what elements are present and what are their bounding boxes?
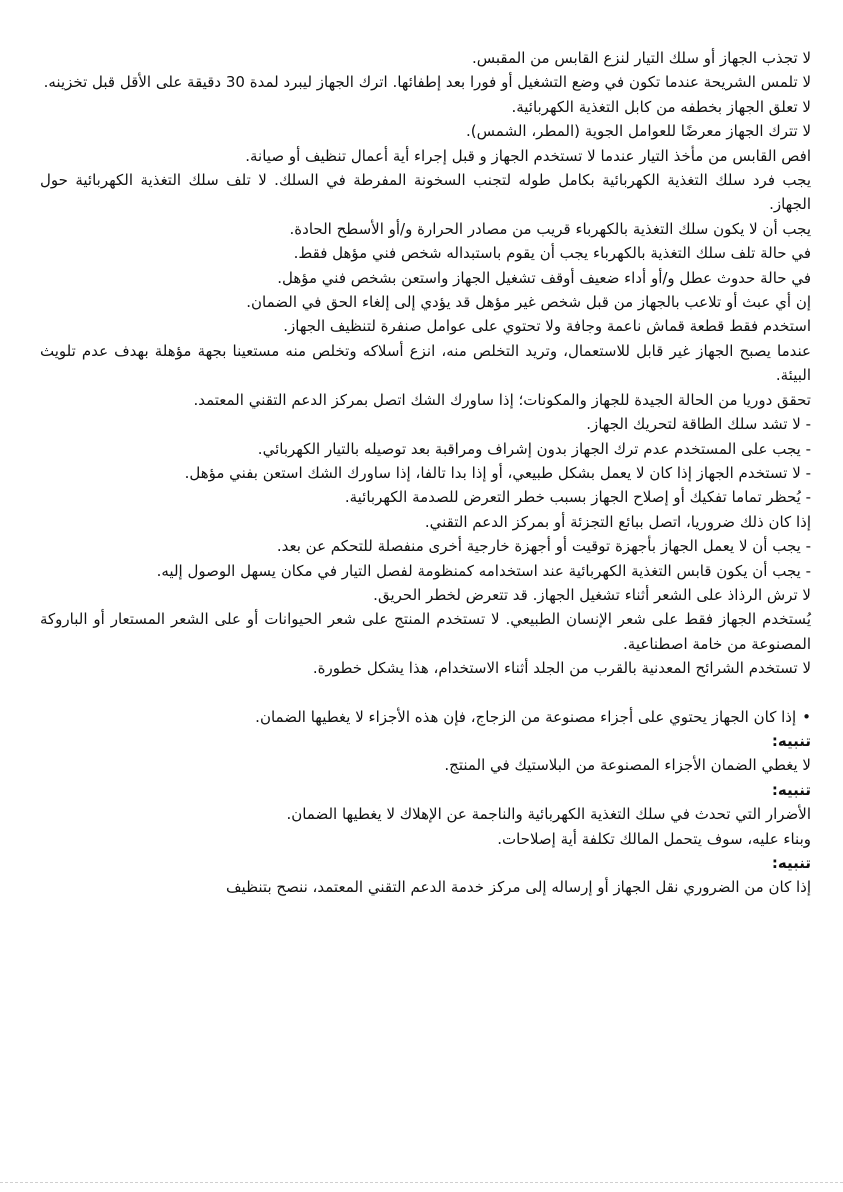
note-heading: تنبيه:: [771, 731, 811, 750]
paragraph: إذا كان ذلك ضروريا، اتصل ببائع التجزئة أو بمركز الدعم التقني.: [424, 512, 811, 531]
paragraph: - يجب أن لا يعمل الجهاز بأجهزة توقيت أو أجهزة خارجية أخرى منفصلة للتحكم عن بعد.: [276, 537, 811, 556]
note-heading: تنبيه:: [771, 780, 811, 799]
paragraph: - يجب أن يكون قابس التغذية الكهربائية عند استخدامه كمنظومة لفصل التيار في مكان يسهل الوصول إليه.: [156, 561, 811, 580]
paragraph: لا تعلق الجهاز بخطفه من كابل التغذية الكهربائية.: [511, 97, 811, 116]
paragraph: افص القابس من مأخذ التيار عندما لا تستخدم الجهاز و قبل إجراء أية أعمال تنظيف أو صيانة.: [245, 146, 811, 165]
paragraph: في حالة تلف سلك التغذية بالكهرباء يجب أن يقوم باستبداله شخص فني مؤهل فقط.: [293, 244, 811, 263]
paragraph: لا تستخدم الشرائح المعدنية بالقرب من الجلد أثناء الاستخدام، هذا يشكل خطورة.: [312, 659, 811, 678]
paragraph: يجب فرد سلك التغذية الكهربائية بكامل طوله لتجنب السخونة المفرطة في السلك. لا تلف سلك التغذية الكهربائية حول الجهاز.: [40, 171, 811, 214]
note-text: إذا كان من الضروري نقل الجهاز أو إرساله إلى مركز خدمة الدعم التقني المعتمد، ننصح بتنظيف: [226, 878, 811, 897]
paragraph: لا تترك الجهاز معرضًا للعوامل الجوية (المطر، الشمس).: [466, 122, 811, 141]
page-bottom-divider: [0, 1182, 843, 1183]
paragraph: إن أي عبث أو تلاعب بالجهاز من قبل شخص غير مؤهل قد يؤدي إلى إلغاء الحق في الضمان.: [246, 293, 811, 312]
paragraph: - لا تستخدم الجهاز إذا كان لا يعمل بشكل طبيعي، أو إذا بدا تالفا، إذا ساورك الشك استعن بفني مؤهل.: [184, 463, 811, 482]
paragraph: - يجب على المستخدم عدم ترك الجهاز بدون إشراف ومراقبة بعد توصيله بالتيار الكهربائي.: [257, 439, 811, 458]
note-heading: تنبيه:: [771, 854, 811, 872]
paragraph: لا ترش الرذاذ على الشعر أثناء تشغيل الجهاز. قد تتعرض لخطر الحريق.: [373, 585, 811, 604]
paragraph: - لا تشد سلك الطاقة لتحريك الجهاز.: [586, 415, 811, 434]
note-text: لا يغطي الضمان الأجزاء المصنوعة من البلاستيك في المنتج.: [444, 756, 811, 775]
paragraph: عندما يصبح الجهاز غير قابل للاستعمال، وتريد التخلص منه، انزع أسلاكه وتخلص منه مستعينا بجهة مؤهلة بهدف عدم تلويث البيئة.: [40, 341, 811, 385]
bullet-icon: •: [802, 707, 811, 726]
bullet-text: إذا كان الجهاز يحتوي على أجزاء مصنوعة من الزجاج، فإن هذه الأجزاء لا يغطيها الضمان.: [255, 707, 797, 726]
paragraph: لا تلمس الشريحة عندما تكون في وضع التشغيل أو فورا بعد إطفائها. اترك الجهاز ليبرد لمدة 30 دقيقة على الأقل قبل تخزينه.: [43, 73, 811, 92]
blank-line: [40, 681, 811, 705]
note-text: الأضرار التي تحدث في سلك التغذية الكهربائية والناجمة عن الإهلاك لا يغطيها الضمان.: [286, 805, 811, 824]
document-body: [40, 46, 811, 900]
paragraph: لا تجذب الجهاز أو سلك التيار لنزع القابس من المقبس.: [471, 49, 811, 67]
paragraph: - يُحظر تماما تفكيك أو إصلاح الجهاز بسبب خطر التعرض للصدمة الكهربائية.: [344, 488, 811, 507]
paragraph: يُستخدم الجهاز فقط على شعر الإنسان الطبيعي. لا تستخدم المنتج على شعر الحيوانات أو على الشعر المستعار أو الباروكة المصنوعة من خامة اصطناعية.: [40, 610, 811, 653]
paragraph: استخدم فقط قطعة قماش ناعمة وجافة ولا تحتوي على عوامل صنفرة لتنظيف الجهاز.: [283, 317, 811, 336]
paragraph: في حالة حدوث عطل و/أو أداء ضعيف أوقف تشغيل الجهاز واستعن بشخص فني مؤهل.: [277, 268, 811, 287]
paragraph: يجب أن لا يكون سلك التغذية بالكهرباء قريب من مصادر الحرارة و/أو الأسطح الحادة.: [289, 219, 811, 238]
bullet-item: [40, 705, 811, 729]
paragraph: تحقق دوريا من الحالة الجيدة للجهاز والمكونات؛ إذا ساورك الشك اتصل بمركز الدعم التقني المعتمد.: [193, 390, 811, 409]
note-text: وبناء عليه، سوف يتحمل المالك تكلفة أية إصلاحات.: [497, 829, 811, 848]
